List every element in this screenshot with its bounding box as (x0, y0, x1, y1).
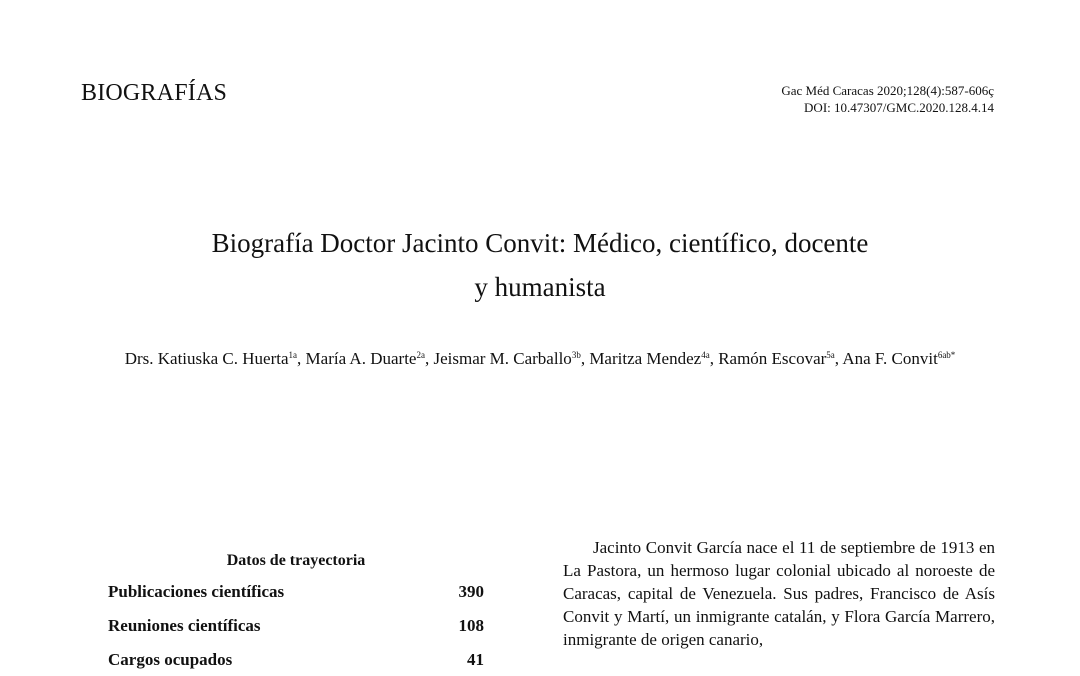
journal-citation-block (781, 82, 994, 116)
career-row-label: Cargos ocupados (108, 650, 233, 669)
author-list (90, 347, 990, 371)
article-title-line-2: y humanista (474, 272, 606, 302)
author (842, 349, 955, 368)
career-row-label: Reuniones científicas (108, 616, 261, 635)
author-separator: , (834, 349, 843, 368)
author-affiliation: 6ab* (937, 350, 956, 360)
career-row-value: 390 (458, 582, 484, 601)
author-separator: , (297, 349, 306, 368)
author-name: Katiuska C. Huerta (157, 349, 289, 368)
table-row (108, 609, 484, 642)
article-title-line-1: Biografía Doctor Jacinto Convit: Médico, científico, docente (211, 228, 869, 258)
author-affiliation: 5a (826, 350, 835, 360)
author-separator: , (580, 349, 590, 368)
author-name: Maritza Mendez (589, 349, 702, 368)
author (433, 349, 589, 368)
author-separator: , (709, 349, 719, 368)
table-row (108, 575, 484, 608)
author-name: Jeismar M. Carballo (433, 349, 572, 368)
author-affiliation: 4a (701, 350, 710, 360)
authors-prefix: Drs. (124, 349, 154, 368)
body-paragraph: Jacinto Convit García nace el 11 de septiembre de 1913 en La Pastora, un hermoso lugar colonial ubicado al noroeste de Caracas, capital de Venezuela. Sus padres, Francisco de Asís Convit y Martí, un inmigrante catalán, y Flora García Marrero, inmigrante de origen canario, (563, 538, 995, 649)
author-name: María A. Duarte (305, 349, 417, 368)
article-title (100, 221, 980, 309)
journal-citation: Gac Méd Caracas 2020;128(4):587-606ç (781, 83, 994, 98)
career-row-label: Publicaciones científicas (108, 582, 285, 601)
author-name: Ramón Escovar (718, 349, 827, 368)
author-affiliation: 3b (571, 350, 581, 360)
career-row-value: 41 (467, 650, 484, 669)
career-data-table (108, 552, 484, 676)
author-affiliation: 1a (288, 350, 298, 360)
author (718, 349, 842, 368)
career-table-heading: Datos de trayectoria (226, 552, 366, 569)
doi-text: DOI: 10.47307/GMC.2020.128.4.14 (804, 100, 994, 115)
author-affiliation: 2a (416, 350, 425, 360)
author (589, 349, 718, 368)
table-row (108, 643, 484, 676)
author-separator: , (424, 349, 434, 368)
author (306, 349, 434, 368)
author-name: Ana F. Convit (842, 349, 938, 368)
career-row-value: 108 (458, 616, 484, 635)
author (158, 349, 306, 368)
section-label: BIOGRAFÍAS (81, 80, 228, 106)
